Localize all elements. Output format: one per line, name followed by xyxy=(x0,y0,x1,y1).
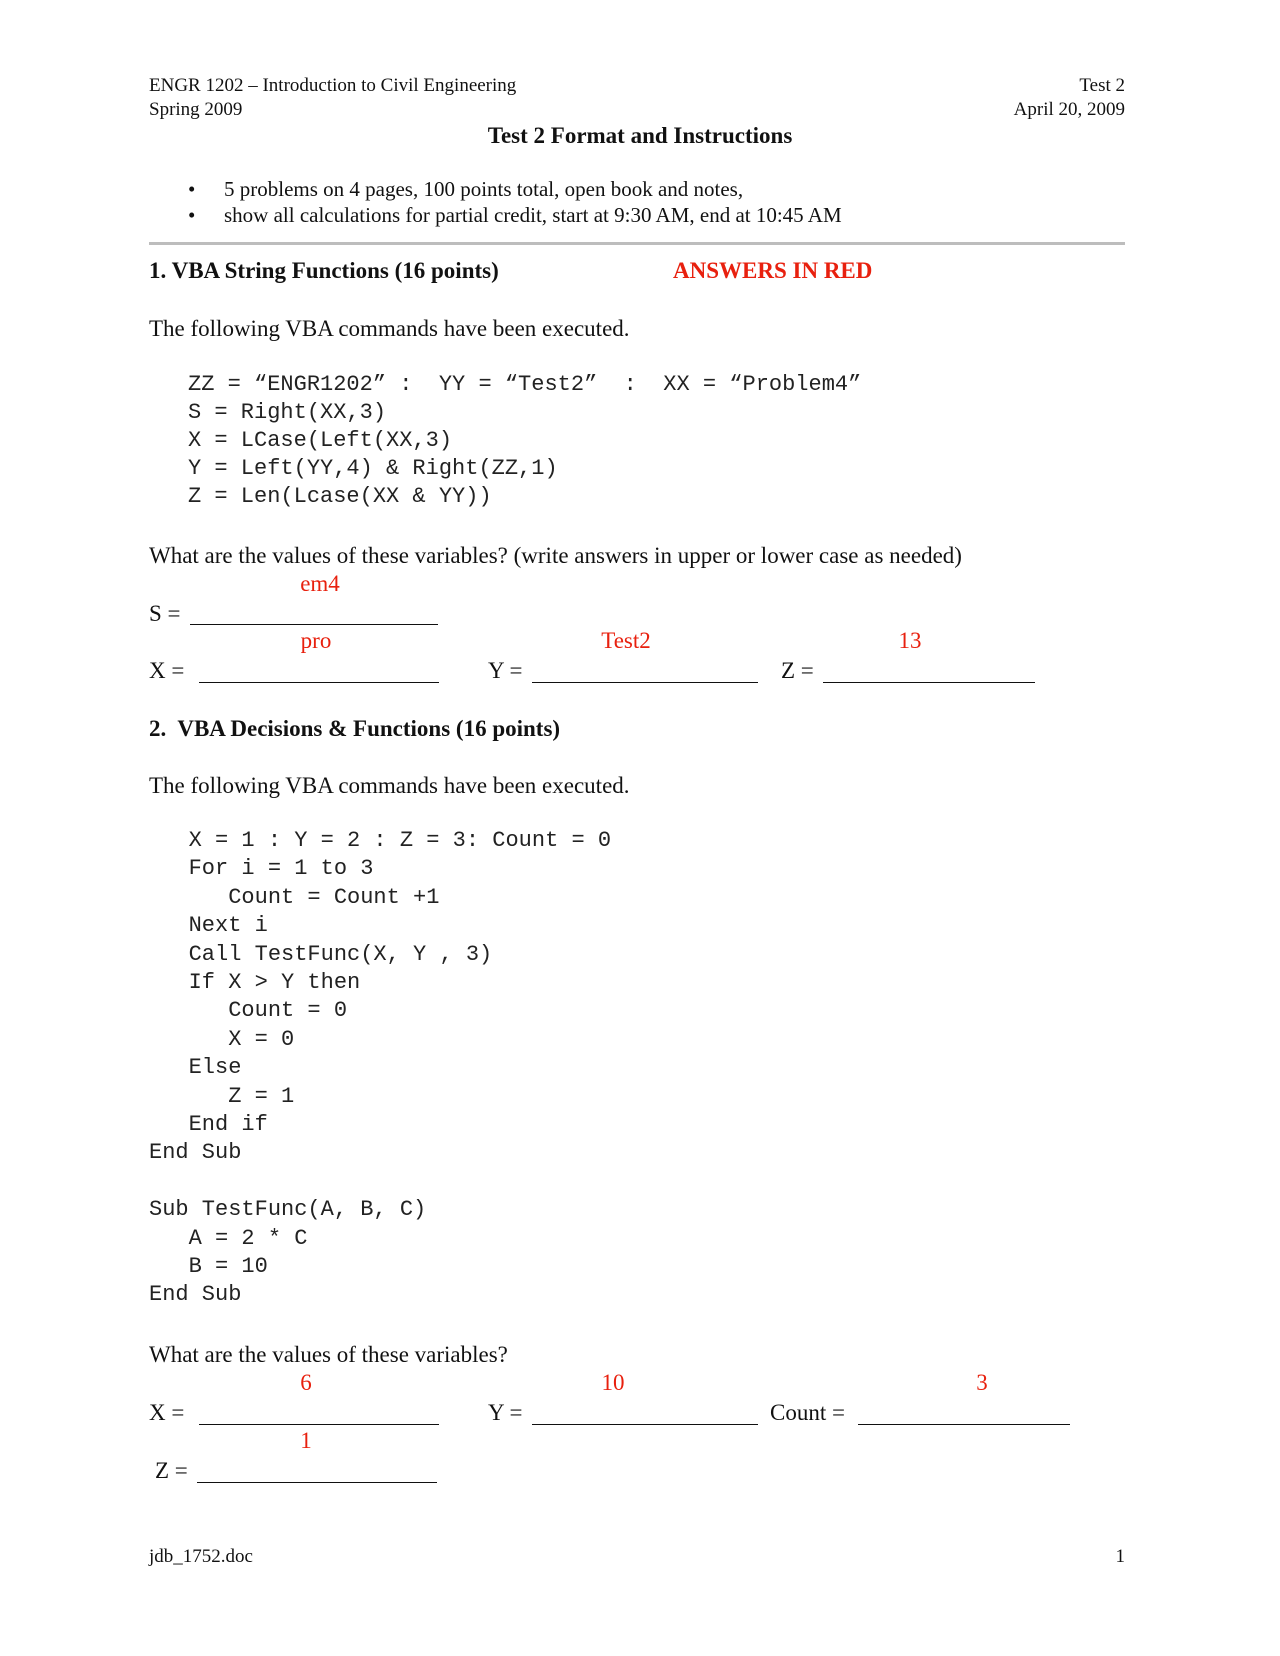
answer-line-z[interactable] xyxy=(197,1482,437,1483)
code-line: Sub TestFunc(A, B, C) xyxy=(149,1197,427,1223)
code-line: End Sub xyxy=(149,1140,242,1166)
bullet-icon: • xyxy=(188,203,196,227)
problem2-code-block xyxy=(149,827,612,1308)
code-line: Count = Count +1 xyxy=(149,884,440,910)
course-title: ENGR 1202 – Introduction to Civil Engineering xyxy=(149,75,517,96)
code-line: X = LCase(Left(XX,3) xyxy=(188,428,453,453)
label-x: X = xyxy=(149,658,185,683)
label-s: S = xyxy=(149,601,181,626)
answer-line-s[interactable] xyxy=(190,624,438,625)
problem1-intro: The following VBA commands have been executed. xyxy=(149,316,630,341)
code-line: Else xyxy=(149,1055,242,1081)
answer-s: em4 xyxy=(300,571,340,596)
page-title: Test 2 Format and Instructions xyxy=(487,123,793,148)
problem2-heading: 2. VBA Decisions & Functions (16 points) xyxy=(149,716,561,741)
answer-x: 6 xyxy=(300,1370,312,1395)
code-line: A = 2 * C xyxy=(149,1225,308,1251)
code-line: Call TestFunc(X, Y , 3) xyxy=(149,941,493,967)
label-y: Y = xyxy=(488,658,523,683)
instruction-item: 5 problems on 4 pages, 100 points total, open book and notes, xyxy=(224,177,744,201)
problem1-code-block xyxy=(188,371,862,509)
code-line: Y = Left(YY,4) & Right(ZZ,1) xyxy=(188,456,558,481)
code-line: ZZ = “ENGR1202” : YY = “Test2” : XX = “Problem4” xyxy=(188,372,862,397)
answer-x: pro xyxy=(300,628,332,653)
code-line: For i = 1 to 3 xyxy=(149,856,374,882)
test-number: Test 2 xyxy=(1079,75,1125,96)
code-line: End Sub xyxy=(149,1282,242,1308)
answer-line-z[interactable] xyxy=(823,682,1035,683)
answer-z: 13 xyxy=(898,628,922,653)
label-count: Count = xyxy=(770,1400,845,1425)
term: Spring 2009 xyxy=(149,99,243,120)
answers-note: ANSWERS IN RED xyxy=(673,258,873,283)
instruction-item: show all calculations for partial credit, start at 9:30 AM, end at 10:45 AM xyxy=(224,203,842,227)
problem1-heading: 1. VBA String Functions (16 points) xyxy=(149,258,499,283)
test-date: April 20, 2009 xyxy=(1013,99,1125,120)
answer-line-x[interactable] xyxy=(199,682,439,683)
label-x: X = xyxy=(149,1400,185,1425)
answer-y: 10 xyxy=(601,1370,625,1395)
code-line: Next i xyxy=(149,913,268,939)
answer-z: 1 xyxy=(300,1428,312,1453)
code-line: Z = Len(Lcase(XX & YY)) xyxy=(188,484,492,509)
code-line: X = 1 : Y = 2 : Z = 3: Count = 0 xyxy=(149,828,612,853)
footer-filename: jdb_1752.doc xyxy=(149,1546,253,1567)
code-line: X = 0 xyxy=(149,1026,295,1052)
code-line: Count = 0 xyxy=(149,998,348,1024)
code-line: If X > Y then xyxy=(149,970,361,995)
answer-line-x[interactable] xyxy=(199,1424,439,1425)
code-line: S = Right(XX,3) xyxy=(188,400,387,425)
problem1-question: What are the values of these variables? (write answers in upper or lower case as needed) xyxy=(149,543,962,568)
code-line: End if xyxy=(149,1112,268,1137)
label-z: Z = xyxy=(781,658,814,683)
label-y: Y = xyxy=(488,1400,523,1425)
page-number: 1 xyxy=(1115,1546,1125,1567)
label-z: Z = xyxy=(155,1458,188,1483)
answer-y: Test2 xyxy=(601,628,651,653)
divider xyxy=(149,242,1125,245)
code-line: Z = 1 xyxy=(149,1083,295,1109)
problem2-question: What are the values of these variables? xyxy=(149,1342,508,1367)
bullet-icon: • xyxy=(188,177,196,201)
code-line: B = 10 xyxy=(149,1254,268,1279)
answer-count: 3 xyxy=(976,1370,988,1395)
answer-line-count[interactable] xyxy=(858,1424,1070,1425)
problem2-intro: The following VBA commands have been executed. xyxy=(149,773,630,798)
answer-line-y[interactable] xyxy=(532,1424,758,1425)
answer-line-y[interactable] xyxy=(532,682,758,683)
